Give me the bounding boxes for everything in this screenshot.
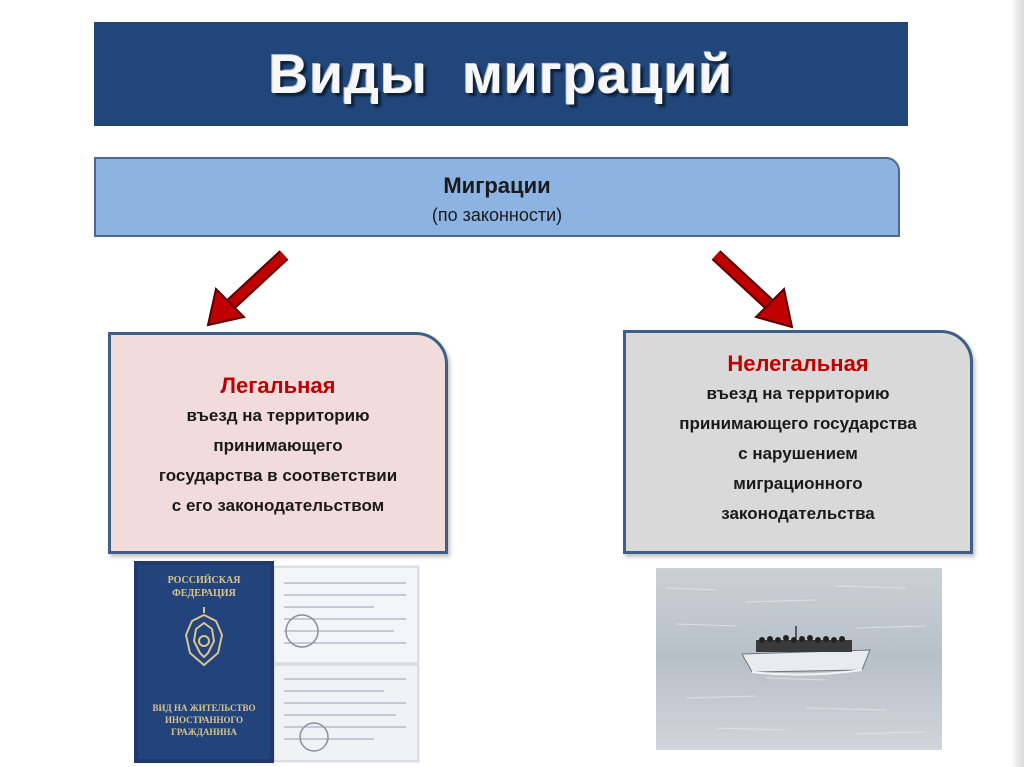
passport-bottom-line: ВИД НА ЖИТЕЛЬСТВО: [152, 703, 256, 713]
illegal-description: [626, 379, 970, 529]
legal-line: въезд на территорию: [186, 406, 370, 425]
migrant-boat-photo: [656, 568, 942, 750]
legal-description: [111, 401, 445, 521]
illegal-line: миграционного: [733, 474, 863, 493]
illegal-line: с нарушением: [738, 444, 858, 463]
slide-title: Виды миграций: [268, 43, 734, 105]
arrow-down-left-icon: [200, 245, 300, 335]
slide-edge-shadow: [1010, 0, 1024, 767]
root-box: [94, 157, 900, 237]
illegal-line: принимающего государства: [679, 414, 917, 433]
root-subheading: (по законности): [431, 205, 563, 225]
legal-line: государства в соответствии: [158, 466, 398, 485]
legal-migration-card: [108, 332, 448, 554]
legal-title: Легальная: [220, 373, 336, 398]
root-heading: Миграции: [443, 173, 551, 198]
illegal-line: законодательства: [721, 504, 875, 523]
illegal-line: въезд на территорию: [706, 384, 890, 403]
passport-cover-line: РОССИЙСКАЯ: [167, 575, 241, 586]
arrow-down-right-icon: [700, 243, 800, 333]
passport-bottom-line: ИНОСТРАННОГО: [165, 715, 243, 725]
illegal-migration-card: [623, 330, 973, 554]
passport-cover-line: ФЕДЕРАЦИЯ: [172, 588, 236, 599]
title-banner: [94, 22, 908, 126]
legal-line: с его законодательством: [171, 496, 385, 515]
legal-line: принимающего: [213, 436, 343, 455]
passport-bottom-line: ГРАЖДАНИНА: [171, 727, 237, 737]
residence-permit-photo: [134, 561, 420, 763]
illegal-title: Нелегальная: [727, 351, 869, 376]
